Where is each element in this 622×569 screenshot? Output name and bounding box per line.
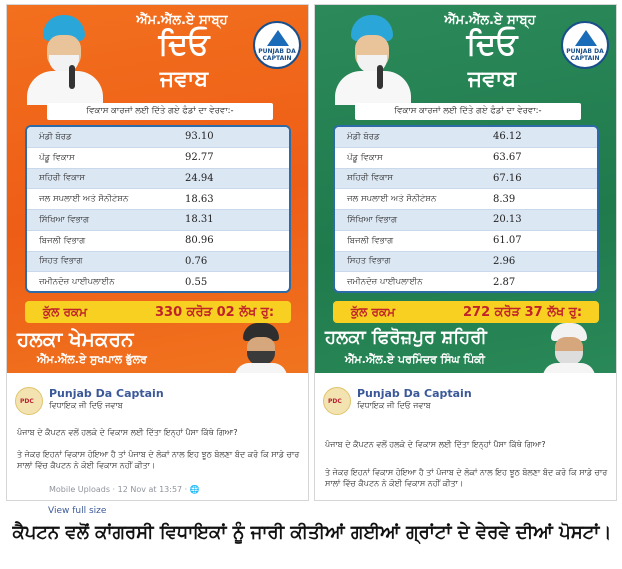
- right-post-card: [314, 4, 617, 501]
- right-poster-image[interactable]: [315, 5, 616, 373]
- table-row: ਜ਼ਮੀਨਦੋਜ਼ ਪਾਈਪਲਾਈਨ 0.55: [27, 272, 289, 293]
- poster-subtitle: ਜਵਾਬ: [467, 67, 517, 92]
- table-row: ਸ਼ਹਿਰੀ ਵਿਕਾਸ 67.16: [335, 169, 597, 190]
- image-caption: ਕੈਪਟਨ ਵਲੋਂ ਕਾਂਗਰਸੀ ਵਿਧਾਇਕਾਂ ਨੂੰ ਜਾਰੀ ਕੀਤੀਆਂ ਗਈਆਂ ਗ੍ਰਾਂਟਾਂ ਦੇ ਵੇਰਵੇ ਦੀਆਂ ਪੋਸਟਾਂ।: [12, 522, 612, 543]
- table-row: ਬਿਜਲੀ ਵਿਭਾਗ 80.96: [27, 231, 289, 252]
- post-subline: ਵਿਧਾਇਕ ਜੀ ਦਿਓ ਜਵਾਬ: [357, 401, 431, 410]
- captain-photo: [21, 15, 107, 103]
- page-name-link[interactable]: Punjab Da Captain: [357, 387, 472, 400]
- table-row: ਸਿਹਤ ਵਿਭਾਗ 2.96: [335, 252, 597, 273]
- facebook-post-body: [315, 373, 616, 501]
- constituency-name: ਹਲਕਾ ਫਿਰੋਜ਼ਪੁਰ ਸ਼ਹਿਰੀ: [325, 327, 487, 348]
- punjab-da-captain-logo: PUNJAB DA CAPTAIN: [561, 21, 609, 69]
- captain-photo: [329, 15, 415, 103]
- post-subline: ਵਿਧਾਇਕ ਜੀ ਦਿਓ ਜਵਾਬ: [49, 401, 123, 410]
- constituency-name: ਹਲਕਾ ਖੇਮਕਰਨ: [17, 327, 134, 351]
- page-avatar[interactable]: PDC: [323, 387, 351, 415]
- table-row: ਸਿੱਖਿਆ ਵਿਭਾਗ 18.31: [27, 210, 289, 231]
- table-row: ਸ਼ਹਿਰੀ ਵਿਕਾਸ 24.94: [27, 169, 289, 190]
- post-text: ਪੰਜਾਬ ਦੇ ਕੈਪਟਨ ਵਲੋਂ ਹਲਕੇ ਦੇ ਵਿਕਾਸ ਲਈ ਦਿੱਤਾ ਇਨ੍ਹਾਂ ਪੈਸਾ ਕਿੱਥੇ ਗਿਆ?: [17, 428, 238, 437]
- page-name-link[interactable]: Punjab Da Captain: [49, 387, 164, 400]
- post-text: ਤੇ ਜੇਕਰ ਇਹਨਾਂ ਵਿਕਾਸ ਹੋਇਆ ਹੈ ਤਾਂ ਪੰਜਾਬ ਦੇ ਲੋਕਾਂ ਨਾਲ ਇਹ ਝੂਠ ਬੋਲਣਾ ਬੰਦ ਕਰੋ ਕਿ ਸਾਡੇ ਚਾਰ ਸਾਲਾਂ ਵਿੱਚ ਕੈਪਟਨ ਨੇ ਕੋਈ ਵਿਕਾਸ ਨਹੀਂ ਕੀਤਾ।: [17, 450, 300, 470]
- table-row: ਜਲ ਸਪਲਾਈ ਅਤੇ ਸੈਨੀਟੇਸ਼ਨ 8.39: [335, 189, 597, 210]
- left-poster-image[interactable]: [7, 5, 308, 373]
- poster-greeting: ਐੱਮ.ਐੱਲ.ਏ ਸਾਬ੍ਹ: [136, 13, 228, 28]
- funds-table: [333, 125, 599, 293]
- table-row: ਪੇਂਡੂ ਵਿਕਾਸ 92.77: [27, 148, 289, 169]
- mla-name: ਐੱਮ.ਐੱਲ.ਏ ਸੁਖਪਾਲ ਭੁੱਲਰ: [37, 353, 147, 366]
- view-full-size-link[interactable]: View full size: [48, 506, 107, 516]
- facebook-post-body: [7, 373, 308, 501]
- poster-greeting: ਐੱਮ.ਐੱਲ.ਏ ਸਾਬ੍ਹ: [444, 13, 536, 28]
- table-row: ਮੰਡੀ ਬੋਰਡ 93.10: [27, 127, 289, 148]
- table-header: ਵਿਕਾਸ ਕਾਰਜਾਂ ਲਈ ਦਿੱਤੇ ਗਏ ਫੰਡਾਂ ਦਾ ਵੇਰਵਾ:-: [47, 103, 273, 120]
- table-row: ਬਿਜਲੀ ਵਿਭਾਗ 61.07: [335, 231, 597, 252]
- left-post-card: [6, 4, 309, 501]
- mla-photo: [541, 323, 597, 373]
- table-row: ਪੇਂਡੂ ਵਿਕਾਸ 63.67: [335, 148, 597, 169]
- table-row: ਸਿਹਤ ਵਿਭਾਗ 0.76: [27, 252, 289, 273]
- table-row: ਮੰਡੀ ਬੋਰਡ 46.12: [335, 127, 597, 148]
- poster-title: ਦਿਓ: [158, 27, 210, 62]
- mla-photo: [233, 323, 289, 373]
- page-avatar[interactable]: PDC: [15, 387, 43, 415]
- punjab-da-captain-logo: PUNJAB DA CAPTAIN: [253, 21, 301, 69]
- table-row: ਜਲ ਸਪਲਾਈ ਅਤੇ ਸੈਨੀਟੇਸ਼ਨ 18.63: [27, 189, 289, 210]
- table-header: ਵਿਕਾਸ ਕਾਰਜਾਂ ਲਈ ਦਿੱਤੇ ਗਏ ਫੰਡਾਂ ਦਾ ਵੇਰਵਾ:-: [355, 103, 581, 120]
- table-row: ਸਿੱਖਿਆ ਵਿਭਾਗ 20.13: [335, 210, 597, 231]
- funds-table: [25, 125, 291, 293]
- post-text: ਪੰਜਾਬ ਦੇ ਕੈਪਟਨ ਵਲੋਂ ਹਲਕੇ ਦੇ ਵਿਕਾਸ ਲਈ ਦਿੱਤਾ ਇਨ੍ਹਾਂ ਪੈਸਾ ਕਿੱਥੇ ਗਿਆ?: [325, 440, 546, 449]
- post-meta[interactable]: Mobile Uploads · 12 Nov at 13:57 · 🌐: [49, 485, 200, 494]
- table-row: ਜ਼ਮੀਨਦੋਜ਼ ਪਾਈਪਲਾਈਨ 2.87: [335, 272, 597, 293]
- total-amount-bar: ਕੁੱਲ ਰਕਮ 330 ਕਰੋੜ 02 ਲੱਖ ਰੁ:: [25, 301, 291, 323]
- post-text: ਤੇ ਜੇਕਰ ਇਹਨਾਂ ਵਿਕਾਸ ਹੋਇਆ ਹੈ ਤਾਂ ਪੰਜਾਬ ਦੇ ਲੋਕਾਂ ਨਾਲ ਇਹ ਝੂਠ ਬੋਲਣਾ ਬੰਦ ਕਰੋ ਕਿ ਸਾਡੇ ਚਾਰ ਸਾਲਾਂ ਵਿੱਚ ਕੈਪਟਨ ਨੇ ਕੋਈ ਵਿਕਾਸ ਨਹੀਂ ਕੀਤਾ।: [325, 468, 608, 488]
- total-amount-bar: ਕੁੱਲ ਰਕਮ 272 ਕਰੋੜ 37 ਲੱਖ ਰੁ:: [333, 301, 599, 323]
- poster-title: ਦਿਓ: [466, 27, 518, 62]
- mla-name: ਐੱਮ.ਐੱਲ.ਏ ਪਰਮਿੰਦਰ ਸਿੰਘ ਪਿੰਕੀ: [345, 353, 485, 366]
- poster-subtitle: ਜਵਾਬ: [159, 67, 209, 92]
